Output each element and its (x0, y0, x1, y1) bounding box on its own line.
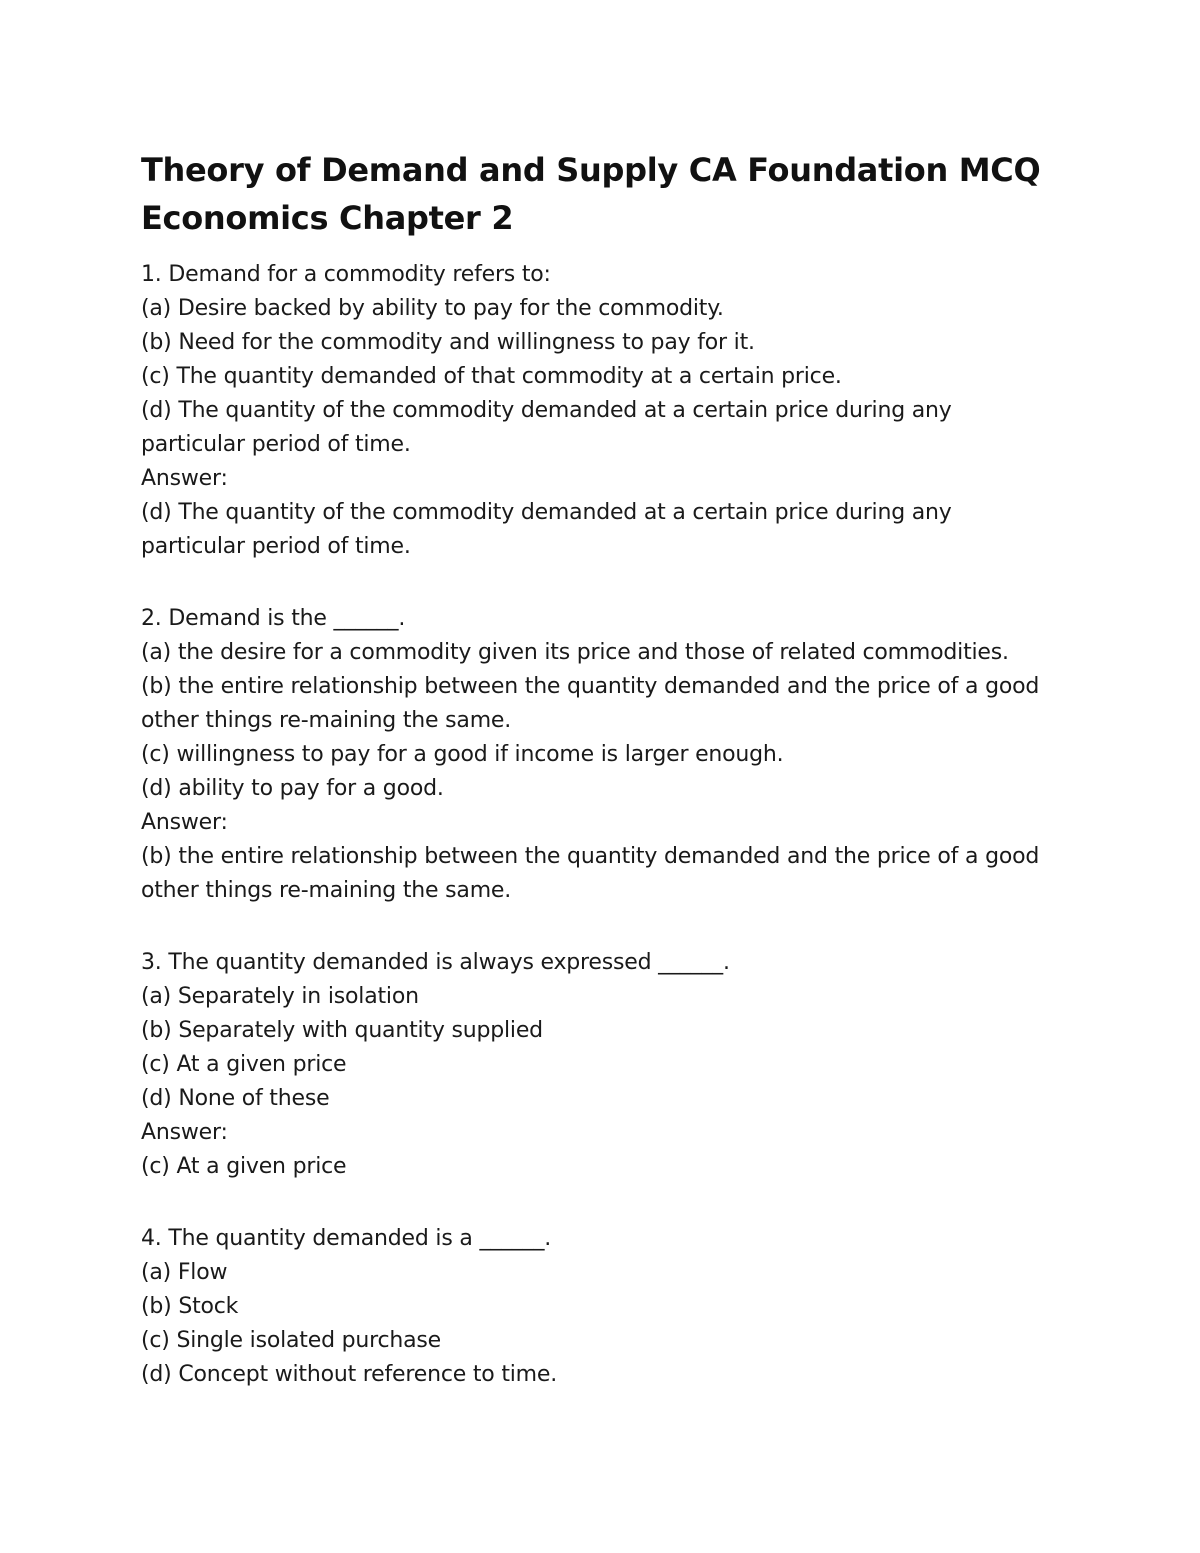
option-d: (d) Concept without reference to time. (141, 1362, 558, 1387)
answer-text: (d) The quantity of the commodity demanded at a certain price during any particular period of time. (141, 500, 952, 559)
question-text: 2. Demand is the ______. (141, 606, 406, 631)
question-block (141, 602, 1061, 908)
option-b: (b) Stock (141, 1294, 239, 1319)
option-a: (a) Flow (141, 1260, 228, 1285)
question-block (141, 258, 1061, 564)
question-text: 3. The quantity demanded is always expressed ______. (141, 950, 730, 975)
option-c: (c) willingness to pay for a good if income is larger enough. (141, 742, 784, 767)
option-a: (a) the desire for a commodity given its price and those of related commodities. (141, 640, 1009, 665)
question-text: 1. Demand for a commodity refers to: (141, 262, 551, 287)
answer-text: (c) At a given price (141, 1154, 347, 1179)
option-c: (c) Single isolated purchase (141, 1328, 442, 1353)
answer-label: Answer: (141, 810, 228, 835)
option-b: (b) the entire relationship between the quantity demanded and the price of a good other things re-maining the same. (141, 674, 1040, 733)
option-d: (d) The quantity of the commodity demanded at a certain price during any particular period of time. (141, 398, 952, 457)
option-d: (d) ability to pay for a good. (141, 776, 444, 801)
question-block (141, 946, 1061, 1184)
document-title: Theory of Demand and Supply CA Foundation MCQ Economics Chapter 2 (141, 151, 1041, 237)
question-block (141, 1222, 1061, 1392)
option-b: (b) Separately with quantity supplied (141, 1018, 543, 1043)
option-b: (b) Need for the commodity and willingness to pay for it. (141, 330, 755, 355)
answer-label: Answer: (141, 466, 228, 491)
option-a: (a) Desire backed by ability to pay for the commodity. (141, 296, 724, 321)
answer-label: Answer: (141, 1120, 228, 1145)
option-c: (c) At a given price (141, 1052, 347, 1077)
option-a: (a) Separately in isolation (141, 984, 419, 1009)
question-text: 4. The quantity demanded is a ______. (141, 1226, 552, 1251)
document-page (141, 146, 1061, 1392)
option-d: (d) None of these (141, 1086, 330, 1111)
answer-text: (b) the entire relationship between the quantity demanded and the price of a good other things re-maining the same. (141, 844, 1040, 903)
option-c: (c) The quantity demanded of that commodity at a certain price. (141, 364, 842, 389)
